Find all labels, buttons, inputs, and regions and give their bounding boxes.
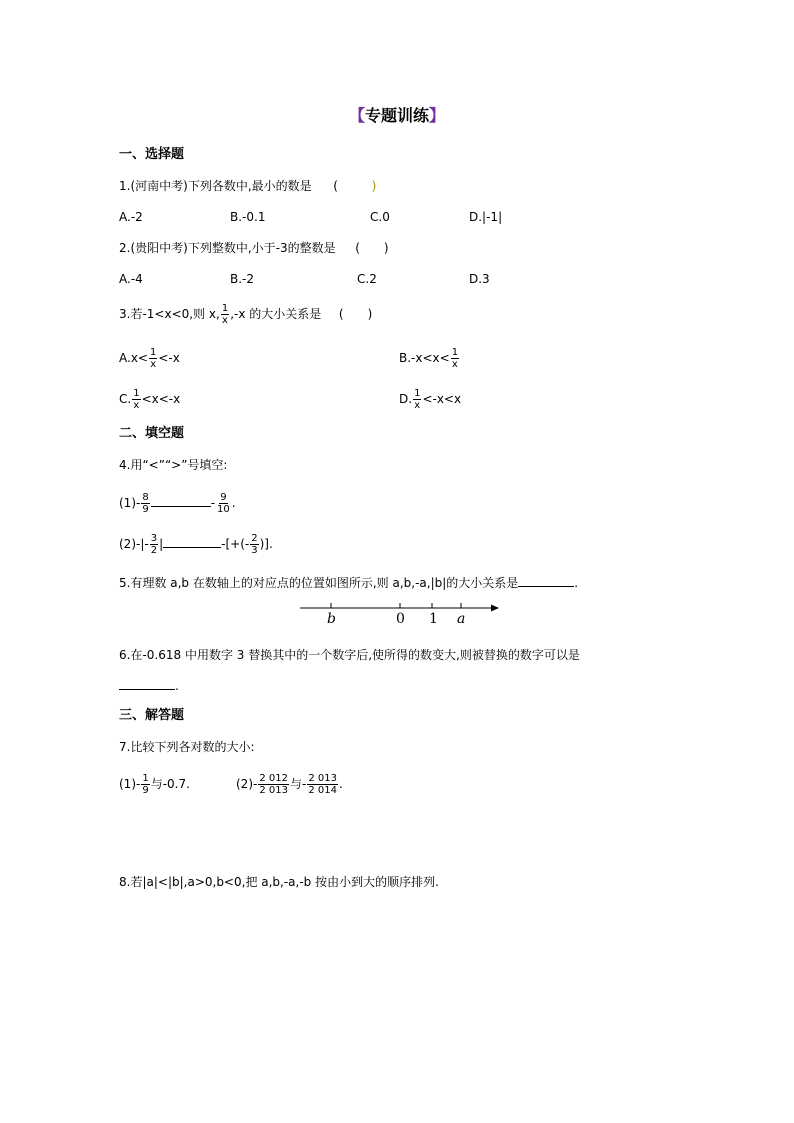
answer-blank[interactable] (518, 575, 574, 587)
question-3 (119, 298, 372, 330)
fraction: $\frac{1}{x}$ (414, 388, 421, 411)
question-3-stem-a: 3.若-1<x<0,则 x, (119, 307, 220, 321)
fraction: $\frac{1}{x}$ (221, 303, 229, 326)
q3-option-b: B.-x<x< $\frac{1}{x}$ (399, 347, 459, 370)
fraction: $\frac{8}{9}$ (142, 492, 149, 515)
fraction: $\frac{1}{x}$ (149, 347, 157, 370)
fraction: $\frac{2}{3}$ (251, 533, 258, 556)
fraction: $\frac{1}{9}$ (142, 773, 149, 796)
fraction: $\frac{1}{x}$ (451, 347, 459, 370)
section-heading-solve: 三、解答题 (119, 708, 185, 723)
question-4-part-1: (1)- $\frac{8}{9}$ - $\frac{9}{10}$ . (119, 492, 236, 515)
axis-arrow (491, 605, 499, 612)
question-6-answer: . (119, 678, 179, 694)
fraction: $\frac{1}{x}$ (133, 388, 140, 411)
question-6-stem: 6.在-0.618 中用数字 3 替换其中的一个数字后,使所得的数变大,则被替换的数字可以是 (119, 648, 580, 662)
q2-option-b: B.-2 (230, 272, 255, 286)
question-8-stem: 8.若|a|<|b|,a>0,b<0,把 a,b,-a,-b 按由小到大的顺序排列. (119, 875, 439, 889)
question-2 (119, 240, 389, 256)
q3-option-c: C. $\frac{1}{x}$ <x<-x (119, 388, 181, 411)
axis-label-zero: 0 (396, 611, 405, 627)
fraction: $\frac{2 012}{2 013}$ (259, 773, 288, 796)
question-4-stem: 4.用“<”“>”号填空: (119, 458, 228, 472)
question-7-part-2: (2)- $\frac{2 012}{2 013}$ 与- $\frac{2 013}{2 014}$ . (236, 773, 343, 796)
answer-blank[interactable] (119, 678, 175, 690)
answer-paren: ( ) (338, 307, 373, 321)
answer-paren-open: ( (333, 179, 338, 193)
q3-option-a: A.x< $\frac{1}{x}$ <-x (119, 347, 180, 370)
question-7-stem: 7.比较下列各对数的大小: (119, 740, 255, 754)
question-2-stem: 2.(贵阳中考)下列整数中,小于-3的整数是 (119, 241, 336, 255)
answer-blank[interactable] (151, 495, 211, 507)
q2-option-a: A.-4 (119, 272, 143, 286)
question-7-part-1: (1)- $\frac{1}{9}$ 与-0.7. (119, 773, 190, 796)
q3-option-d: D. $\frac{1}{x}$ <-x<x (399, 388, 462, 411)
q1-option-d: D.|-1| (469, 210, 503, 224)
number-line (295, 598, 505, 632)
question-3-stem-b: ,-x 的大小关系是 (230, 307, 322, 321)
q1-option-c: C.0 (370, 210, 390, 224)
question-5: 5.有理数 a,b 在数轴上的对应点的位置如图所示,则 a,b,-a,|b|的大小关系是 . (119, 576, 579, 590)
answer-paren: ( ) (355, 241, 389, 255)
section-heading-choice: 一、选择题 (119, 147, 185, 162)
section-heading-fill: 二、填空题 (119, 426, 185, 441)
axis-label-one: 1 (429, 611, 438, 627)
axis-label-a: a (457, 611, 466, 627)
axis-label-b: b (327, 611, 336, 627)
q1-option-a: A.-2 (119, 210, 143, 224)
answer-paren-close: ) (371, 179, 377, 193)
question-1-stem: 1.(河南中考)下列各数中,最小的数是 (119, 179, 312, 193)
page-title: 【专题训练】 (348, 106, 446, 125)
question-4-part-2: (2)-|- $\frac{3}{2}$ | -[+(- $\frac{2}{3}$ )]. (119, 533, 273, 556)
question-5-stem: 5.有理数 a,b 在数轴上的对应点的位置如图所示,则 a,b,-a,|b|的大小关系是 (119, 576, 519, 590)
fraction: $\frac{3}{2}$ (150, 533, 158, 556)
q2-option-d: D.3 (469, 272, 490, 286)
q1-option-b: B.-0.1 (230, 210, 266, 224)
q2-option-c: C.2 (357, 272, 377, 286)
fraction: $\frac{2 013}{2 014}$ (308, 773, 337, 796)
fraction: $\frac{9}{10}$ (217, 492, 230, 515)
answer-blank[interactable] (163, 536, 221, 548)
question-1 (119, 178, 376, 194)
